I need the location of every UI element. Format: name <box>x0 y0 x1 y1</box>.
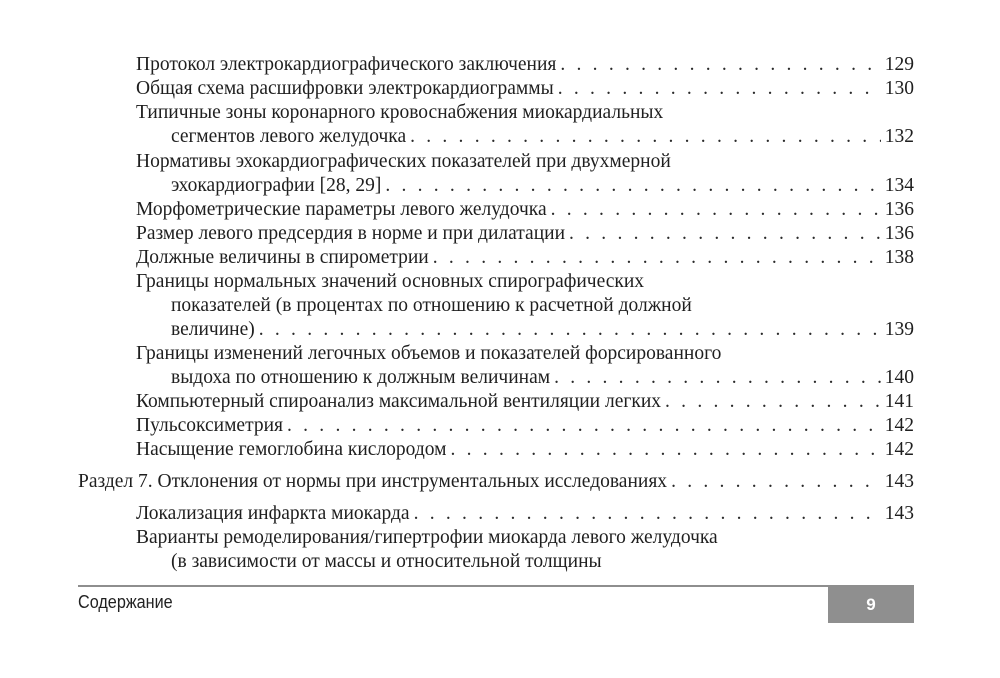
dot-leader <box>554 366 881 391</box>
toc-entry-page: 136 <box>884 199 914 220</box>
toc-entry-title: (в зависимости от массы и относительной толщины <box>171 551 602 572</box>
toc-entry-title: Компьютерный спироанализ максимальной вентиляции легких <box>136 391 662 412</box>
toc-entry-line[interactable] <box>136 270 914 295</box>
toc-entry-title: показателей (в процентах по отношению к расчетной должной <box>171 295 692 316</box>
page-number-badge <box>828 587 914 623</box>
toc-entry-title: Типичные зоны коронарного кровоснабжения миокардиальных <box>136 102 664 123</box>
toc-entry-page: 142 <box>884 439 914 460</box>
dot-leader <box>433 246 881 271</box>
dot-leader <box>665 390 881 415</box>
toc-entry[interactable] <box>136 438 914 463</box>
toc-entry-title: Насыщение гемоглобина кислородом <box>136 439 447 460</box>
toc-entry[interactable] <box>171 366 914 391</box>
toc-entry-line[interactable] <box>136 101 914 126</box>
dot-leader <box>259 318 881 343</box>
footer-section-title: Содержание <box>78 592 173 612</box>
toc-entry-page: 138 <box>884 247 914 268</box>
toc-entry-title: Морфометрические параметры левого желудочка <box>136 199 547 220</box>
dot-leader <box>558 77 881 102</box>
page-number: 9 <box>866 595 876 614</box>
dot-leader <box>385 174 880 199</box>
toc-entry-title: Общая схема расшифровки электрокардиограммы <box>136 78 554 99</box>
toc-entry[interactable] <box>136 222 914 247</box>
toc-entry-title: Локализация инфаркта миокарда <box>136 503 410 524</box>
toc-entry-page: 140 <box>884 367 914 388</box>
toc-entry-title: величине) <box>171 319 255 340</box>
dot-leader <box>410 125 881 150</box>
toc-section-entry[interactable] <box>78 470 914 495</box>
toc-entry-title: Нормативы эхокардиографических показателей при двухмерной <box>136 151 671 172</box>
toc-entry-title: Границы нормальных значений основных спирографических <box>136 271 645 292</box>
toc-entry[interactable] <box>136 502 914 527</box>
toc-entry-title: Границы изменений легочных объемов и показателей форсированного <box>136 343 722 364</box>
toc-entry-line[interactable] <box>171 550 914 575</box>
footer-rule <box>78 585 914 587</box>
toc-entry[interactable] <box>136 414 914 439</box>
toc-entry-page: 143 <box>884 471 914 492</box>
toc-entry[interactable] <box>171 174 914 199</box>
dot-leader <box>414 502 881 527</box>
toc-entry-page: 134 <box>884 175 914 196</box>
dot-leader <box>569 222 881 247</box>
dot-leader <box>671 470 881 495</box>
dot-leader <box>551 198 881 223</box>
toc-entry-page: 132 <box>884 126 914 147</box>
toc-entry[interactable] <box>171 318 914 343</box>
dot-leader <box>451 438 881 463</box>
toc-entry-line[interactable] <box>136 342 914 367</box>
toc-entry-title: выдоха по отношению к должным величинам <box>171 367 551 388</box>
toc-entry-title: Пульсоксиметрия <box>136 415 283 436</box>
toc-entry-page: 129 <box>884 54 914 75</box>
toc-entry[interactable] <box>136 390 914 415</box>
toc-entry[interactable] <box>136 77 914 102</box>
toc-entry-title: Варианты ремоделирования/гипертрофии миокарда левого желудочка <box>136 527 718 548</box>
toc-entry[interactable] <box>171 125 914 150</box>
toc-entry[interactable] <box>136 246 914 271</box>
toc-entry-page: 143 <box>884 503 914 524</box>
toc-entry-title: сегментов левого желудочка <box>171 126 407 147</box>
toc-section-title: Раздел 7. Отклонения от нормы при инструментальных исследованиях <box>78 471 668 492</box>
toc-entry-title: Размер левого предсердия в норме и при дилатации <box>136 223 565 244</box>
toc-entry-line[interactable] <box>171 294 914 319</box>
dot-leader <box>560 53 880 78</box>
dot-leader <box>287 414 881 439</box>
toc-entry-page: 142 <box>884 415 914 436</box>
toc-entry[interactable] <box>136 198 914 223</box>
toc-entry-title: Должные величины в спирометрии <box>136 247 429 268</box>
toc-entry-page: 139 <box>884 319 914 340</box>
toc-entry-page: 130 <box>884 78 914 99</box>
toc-entry-page: 141 <box>884 391 914 412</box>
toc-entry-page: 136 <box>884 223 914 244</box>
toc-entry[interactable] <box>136 53 914 78</box>
toc-entry-title: Протокол электрокардиографического заключения <box>136 54 557 75</box>
toc-entry-title: эхокардиографии [28, 29] <box>171 175 382 196</box>
toc-entry-line[interactable] <box>136 526 914 551</box>
toc-entry-line[interactable] <box>136 150 914 175</box>
